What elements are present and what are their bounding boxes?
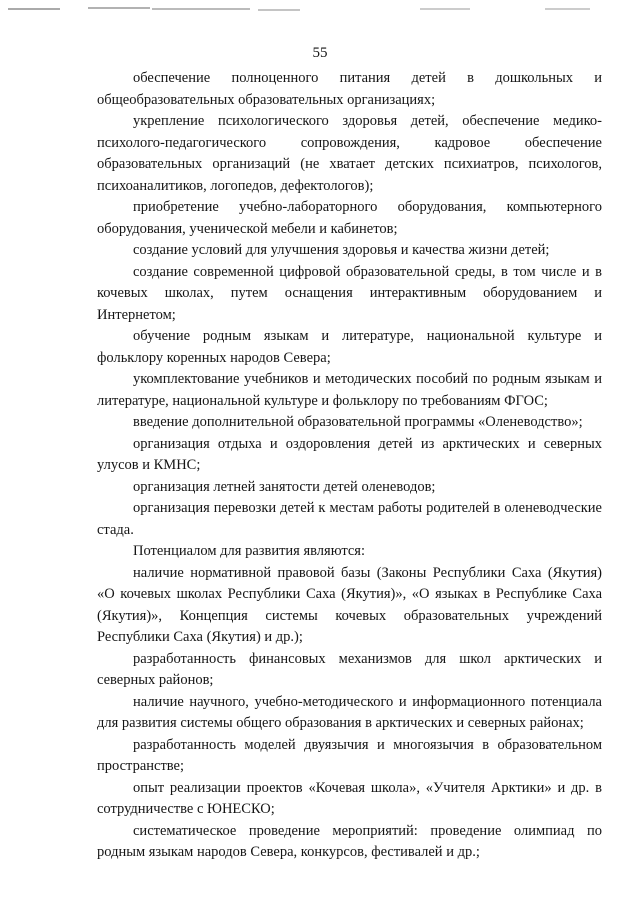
paragraph: наличие научного, учебно-методического и информационного потенциала для развития системы общего образования в арктических и северных районах; — [97, 693, 602, 731]
paragraph: введение дополнительной образовательной программы «Оленеводство»; — [133, 414, 583, 430]
paragraph: организация летней занятости детей оленеводов; — [133, 478, 436, 495]
paragraph: обеспечение полноценного питания детей в дошкольных и общеобразовательных образовательных организациях; — [97, 70, 602, 108]
paragraph: разработанность финансовых механизмов для школ арктических и северных районов; — [97, 650, 602, 688]
paragraph: обучение родным языкам и литературе, национальной культуре и фольклору коренных народов Севера; — [97, 328, 602, 366]
section-intro: Потенциалом для развития являются: — [133, 543, 365, 559]
paragraph: укомплектование учебников и методических пособий по родным языкам и литературе, национальной культуре и фольклору по требованиям ФГОС; — [97, 371, 602, 409]
document-body — [97, 68, 602, 864]
paragraph: создание современной цифровой образовательной среды, в том числе и в кочевых школах, путем оснащения интерактивным оборудованием и Интернетом; — [97, 263, 602, 323]
paragraph: систематическое проведение мероприятий: проведение олимпиад по родным языкам народов Севера, конкурсов, фестивалей и др.; — [97, 822, 602, 860]
paragraph: организация отдыха и оздоровления детей из арктических и северных улусов и КМНС; — [97, 435, 602, 473]
paragraph: опыт реализации проектов «Кочевая школа», «Учителя Арктики» и др. в сотрудничестве с ЮНЕСКО; — [97, 779, 602, 817]
paragraph: организация перевозки детей к местам работы родителей в оленеводческие стада. — [97, 500, 602, 538]
paragraph: разработанность моделей двуязычия и многоязычия в образовательном пространстве; — [97, 736, 602, 774]
paragraph: создание условий для улучшения здоровья и качества жизни детей; — [133, 242, 550, 258]
page-number: 55 — [312, 45, 328, 61]
paragraph: приобретение учебно-лабораторного оборудования, компьютерного оборудования, ученической мебели и кабинетов; — [97, 199, 602, 237]
paragraph: укрепление психологического здоровья детей, обеспечение медико-психолого-педагогического сопровождения, кадровое обеспечение образовательных организаций (не хватает детских психиатров, психологов, психоаналитиков, логопедов, дефектологов); — [97, 113, 602, 194]
scan-edge-marks — [0, 6, 640, 12]
paragraph: наличие нормативной правовой базы (Законы Республики Саха (Якутия) «О кочевых школах Республики Саха (Якутия)», «О языках в Республике Саха (Якутия)», Концепция системы кочевых образовательных учреждений Республики Саха (Якутия) и др.); — [97, 564, 602, 645]
